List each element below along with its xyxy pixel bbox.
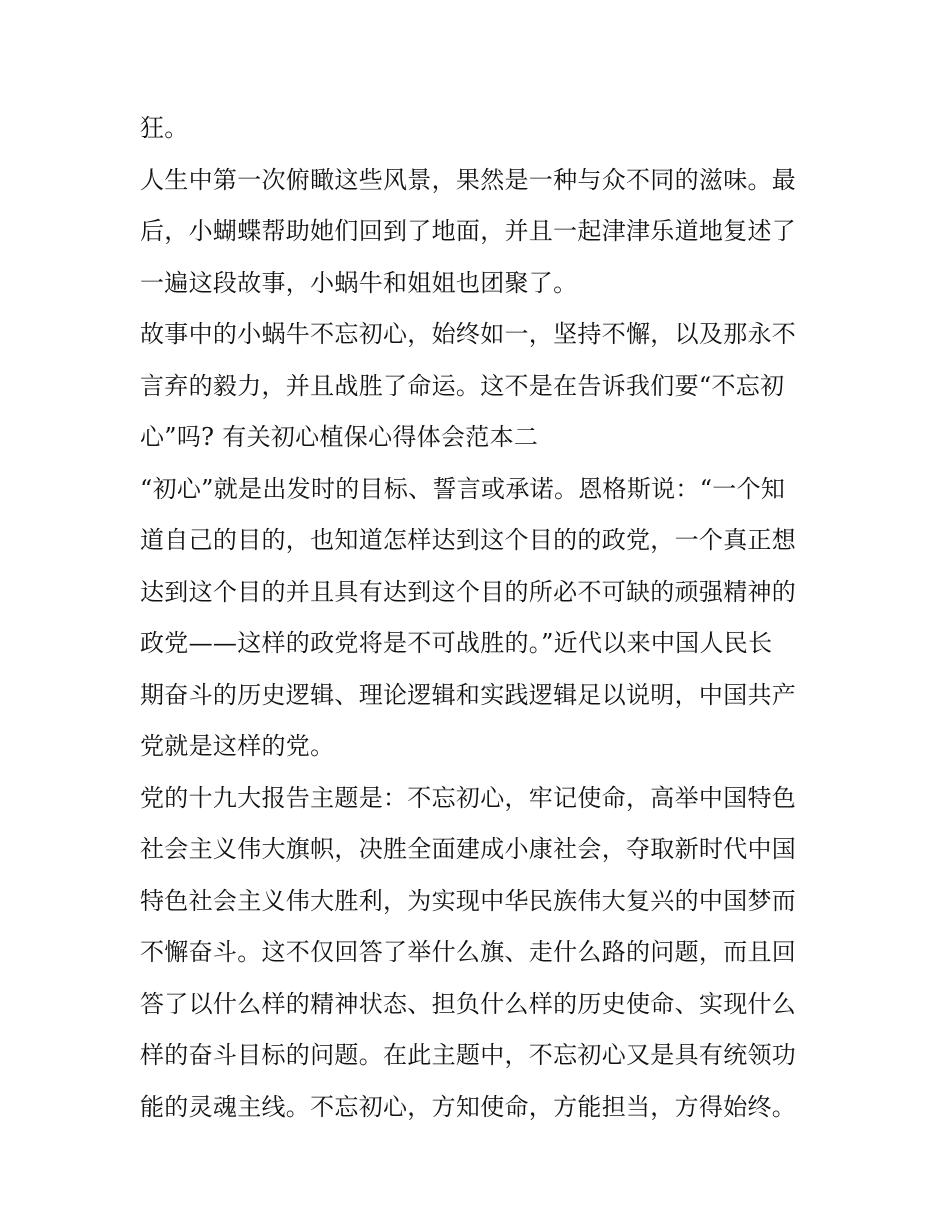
text-line: 人生中第一次俯瞰这些风景，果然是一种与众不同的滋味。最 [140,165,797,194]
text-line: 故事中的小蜗牛不忘初心，始终如一，坚持不懈，以及那永不 [140,320,797,348]
text-line: 不懈奋斗。这不仅回答了举什么旗、走什么路的问题，而且回 [140,938,797,966]
text-line: 一遍这段故事，小蜗牛和姐姐也团聚了。 [140,268,578,297]
text-line: 能的灵魂主线。不忘初心，方知使命，方能担当，方得始终。 [140,1092,797,1121]
text-line: 党的十九大报告主题是：不忘初心，牢记使命，高举中国特色 [140,783,797,812]
text-line: 答了以什么样的精神状态、担负什么样的历史使命、实现什么 [140,989,797,1018]
text-line: 样的奋斗目标的问题。在此主题中，不忘初心又是具有统领功 [140,1041,797,1069]
text-line: 言弃的毅力，并且战胜了命运。这不是在告诉我们要“不忘初 [140,371,785,400]
text-line: 期奋斗的历史逻辑、理论逻辑和实践逻辑足以说明，中国共产 [140,680,797,709]
text-line: 党就是这样的党。 [140,732,335,760]
text-line: 心”吗? 有关初心植保心得体会范本二 [140,423,539,451]
text-line: “初心”就是出发时的目标、誓言或承诺。恩格斯说：“一个知 [140,474,786,503]
text-line: 特色社会主义伟大胜利，为实现中华民族伟大复兴的中国梦而 [140,886,797,915]
text-line: 道自己的目的，也知道怎样达到这个目的的政党，一个真正想 [140,526,797,554]
text-line: 政党——这样的政党将是不可战胜的。”近代以来中国人民长 [140,629,773,657]
text-line: 后，小蝴蝶帮助她们回到了地面，并且一起津津乐道地复述了 [140,217,797,245]
document-body [140,103,820,1133]
text-line: 达到这个目的并且具有达到这个目的所必不可缺的顽强精神的 [140,577,797,606]
text-line: 狂。 [140,114,189,142]
text-line: 社会主义伟大旗帜，决胜全面建成小康社会，夺取新时代中国 [140,835,797,863]
